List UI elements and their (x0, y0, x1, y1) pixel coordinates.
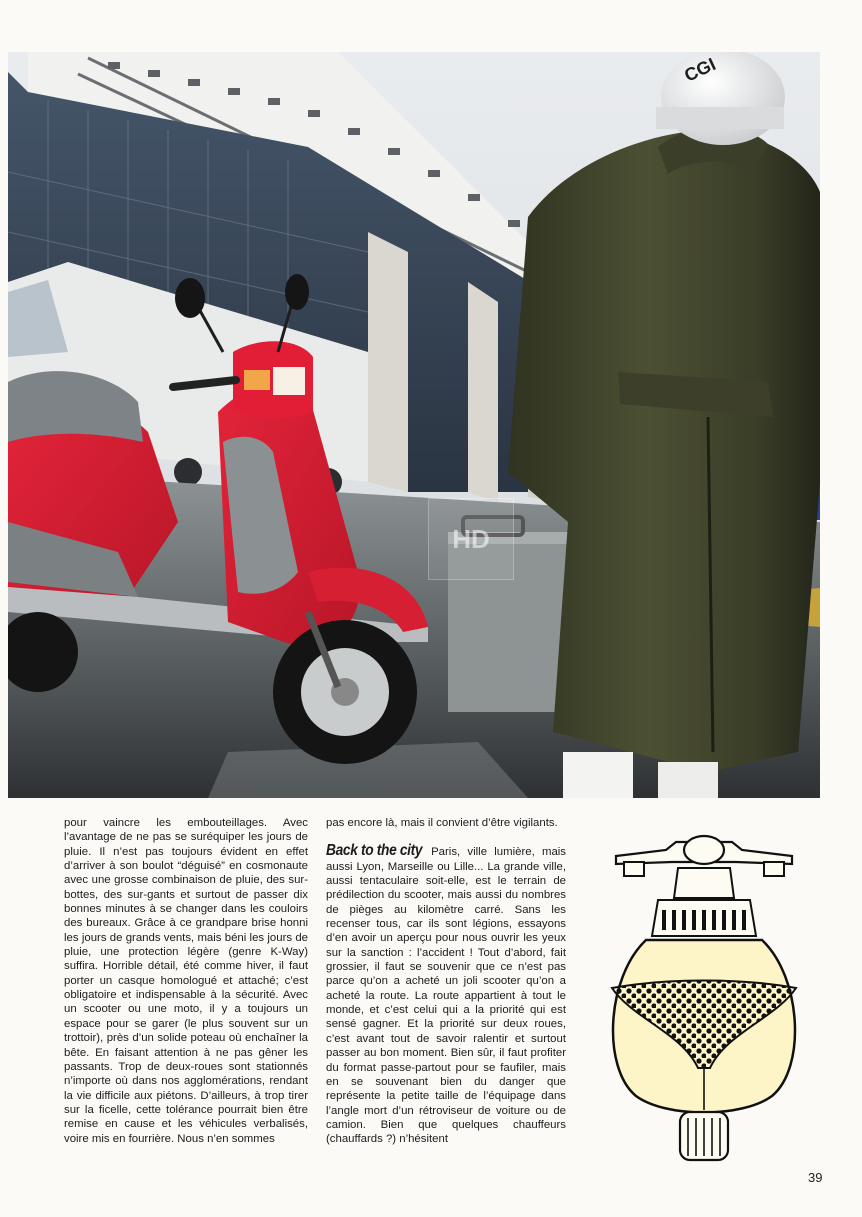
text-column-2 (326, 816, 566, 1147)
column2-body: Paris, ville lumière, mais aussi Lyon, Marseille ou Lille... La grande ville, aussi tentaculaire soit-elle, est le terrain de prédilection du scooter, mais aussi du nombres de pièges au kilomètre carré. Sans les recenser tous, car ils sont légions, essayons d’en avoir un aperçu pour nous ouvrir les yeux sur la sanction : l’accident ! Tout d’abord, fait grossier, il faut se souvenir que ce n’est pas parce qu’on a acheté un joli scooter qu’on a acheté la route. La route appartient à tout le monde, et c’est celui qui a la priorité qui est sensé gagner. Et la priorité sur deux roues, c’est avant tout de savoir ralentir et surtout passer au bon moment. Bien sûr, il faut profiter du format passe-partout pour se faufiler, mais en se souvenant bien du danger que représente la petite taille de l’équipage dans l’angle mort d’un rétroviseur de voiture ou de camion. Bien que quelques chauffeurs (chauffards ?) n’hésitent (326, 846, 567, 1146)
cartoon-scooter-illustration (606, 828, 802, 1162)
column2-intro: pas encore là, mais il convient d’être vigilants. (326, 817, 558, 829)
section-heading: Back to the city (326, 842, 423, 860)
page-number: 39 (808, 1170, 823, 1185)
watermark: HD (428, 498, 514, 580)
text-column-1 (64, 816, 308, 1146)
helmet-brand-text: CGI (681, 53, 719, 86)
column1-paragraph: pour vaincre les embouteillages. Avec l’avantage de ne pas se suréquiper les jours de pluie. Il n’est pas toujours évident en effet d’arriver à son boulot “déguisé” en cosmonaute avec une grosse combinaison de pluie, des sur-bottes, des sur-gants et surtout de passer dix bonnes minutes à se changer dans les couloirs des bureaux. Grâce à ce grandpare brise honni les jours de grands vents, mais béni les jours de pluie, une protection légère (genre K-Way) suffira. Horrible détail, été comme hiver, il faut porter un casque homologué et attaché; c’est obligatoire et indispensable à la sécurité. Avec un scooter ou une moto, il y a toujours un espace pour se garer (le plus souvent sur un trottoir), près d’un solide poteau où enchaîner la bête. En faisant attention à ne pas gêner les passants. Trop de deux-roues sont stationnés n’importe où dans nos agglomérations, rendant la vie difficile aux piétons. D’ailleurs, à trop tirer sur la ficelle, cette tolérance pourrait bien être remise en cause et les véhicules verbalisés, voire mis en fourrière. Nous n’en sommes (64, 817, 308, 1145)
column2-section (326, 844, 566, 1146)
photo-scooter-street (8, 52, 820, 798)
